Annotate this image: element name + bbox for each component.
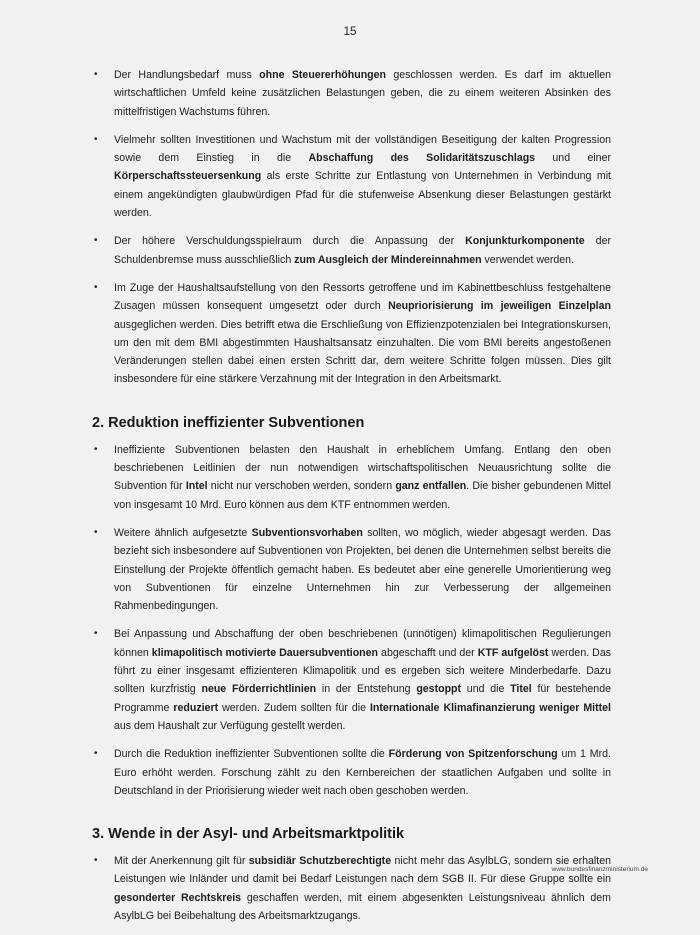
text: Durch die Reduktion ineffizienter Subventionen sollte die xyxy=(114,748,389,761)
bold-text: Förderung von Spitzenforschung xyxy=(388,748,558,761)
section2-heading: 2. Reduktion ineffizienter Subventionen xyxy=(92,414,365,431)
bold-text: ohne Steuererhöhungen xyxy=(259,69,387,81)
text: Vielmehr sollten Investitionen und Wachstum mit der vollständigen Beseitigung der kalten Progression sowie dem Einstieg in die xyxy=(114,133,611,165)
bold-text: Neupriorisierung im jeweiligen Einzelplan xyxy=(388,300,611,313)
text: um 1 Mrd. Euro erhöht werden. Forschung zählt zu den Kernbereichen der staatlichen Aufgaben und sollte in Deutschland in der Priorisierung wieder weit nach oben geschoben werden. xyxy=(114,748,611,797)
text: nicht nur verschoben werden, sondern xyxy=(207,480,396,493)
bold-text: Subventionsvorhaben xyxy=(251,526,363,539)
bold-text: subsidiär Schutzberechtigte xyxy=(248,855,392,868)
bold-text: Körperschaftssteuersenkung xyxy=(114,170,262,183)
text: ausgeglichen werden. Dies betrifft etwa die Erschließung von Effizienzpotenzialen bei Integrationskursen, um den mit dem BMI abgestimmten Haushaltsansatz einzuhalten. Die vom BMI bereits angestoßenen Veränderungen stellen dabei einen ersten Schritt dar, dem weitere Schritte folgen müssen. Dies gilt insbesondere für eine stärkere Verzahnung mit der Integration in den Arbeitsmarkt. xyxy=(114,318,611,386)
text: Bei Anpassung und Abschaffung der oben beschriebenen (unnötigen) klimapolitischen Regulierungen können xyxy=(114,628,611,659)
bullet-icon: • xyxy=(94,526,98,538)
bullet-icon: • xyxy=(94,133,98,145)
bullet-icon: • xyxy=(94,748,98,760)
bold-text: KTF aufgelöst xyxy=(477,646,549,659)
bold-text: gesonderter Rechtskreis xyxy=(114,891,242,904)
bullet-icon: • xyxy=(94,69,98,80)
bold-text: Intel xyxy=(185,480,208,493)
bold-text: Titel xyxy=(510,683,532,696)
bold-text: klimapolitisch motivierte Dauersubventionen xyxy=(151,646,379,659)
text: geschlossen werden. Es darf im aktuellen wirtschaftlichen Umfeld keine zusätzlichen Belastungen geben, die zu einem weiteren Absinken des mittelfristigen Wachstums führen. xyxy=(114,69,611,118)
section1-list xyxy=(96,66,611,389)
bold-text: zum Ausgleich der Mindereinnahmen xyxy=(294,253,482,266)
text: nicht mehr das AsylbLG, sondern sie erhalten Leistungen wie Inländer und damit bei Bedarf Leistungen nach dem SGB II. Für diese Gruppe sollte ein xyxy=(114,855,611,886)
text: Im Zuge der Haushaltsaufstellung von den Ressorts getroffene und im Kabinettbeschluss festgehaltene Zusagen müssen konsequent umgesetzt oder durch xyxy=(114,281,611,313)
bullet-item xyxy=(96,625,611,735)
text: . Die bisher gebundenen Mittel von insgesamt 10 Mrd. Euro können aus dem KTF entnommen werden. xyxy=(114,480,611,511)
bullet-item xyxy=(96,441,611,514)
bold-text: Konjunkturkomponente xyxy=(465,235,585,248)
text: in der Entstehung xyxy=(316,683,417,696)
bullet-item xyxy=(96,852,611,925)
bold-text: Abschaffung des Solidaritätszuschlags xyxy=(308,152,536,165)
bullet-item xyxy=(96,232,611,269)
text: abgeschafft und der xyxy=(378,646,478,659)
text: der Schuldenbremse muss ausschließlich xyxy=(114,235,611,266)
text: aus dem Haushalt zur Verfügung gestellt werden. xyxy=(114,719,346,732)
bullet-icon: • xyxy=(94,235,98,247)
text: werden. Zudem sollten für die xyxy=(218,701,370,714)
text: und einer xyxy=(535,152,611,165)
bullet-icon: • xyxy=(94,281,98,293)
section2-list xyxy=(96,441,611,800)
document-body xyxy=(92,66,612,935)
text: Der höhere Verschuldungsspielraum durch die Anpassung der xyxy=(114,235,466,248)
bold-text: reduziert xyxy=(173,701,219,714)
section3-list xyxy=(96,852,611,925)
bullet-icon: • xyxy=(94,443,98,455)
bullet-item xyxy=(96,279,611,389)
text: Weitere ähnlich aufgesetzte xyxy=(114,526,252,539)
text: sollten, wo möglich, wieder abgesagt werden. Das bezieht sich insbesondere auf Subventionen von Projekten, bei denen die Unternehmen selbst bereits die Einstellung der Projekte öffentlich gemacht haben. Es bedeutet aber eine generelle Umorientierung weg von Subventionen für einzelne Unternehmen hin zur Verbesserung der allgemeinen Rahmenbedingungen. xyxy=(114,526,612,613)
bullet-icon: • xyxy=(94,628,98,640)
text: Der Handlungsbedarf muss xyxy=(114,69,260,81)
text: für bestehende Programme xyxy=(114,683,611,714)
text: werden. Das führt zu einer insgesamt effizienteren Klimapolitik und es ergeben sich weitere Minderbedarfe. Dazu sollten kurzfristig xyxy=(114,646,612,696)
text: verwendet werden. xyxy=(481,253,575,266)
footer-url: www.bundesfinanzministerium.de xyxy=(551,866,648,873)
bullet-item xyxy=(96,131,611,222)
text: und die xyxy=(461,683,511,696)
text: geschaffen werden, mit einem abgesenkten Leistungsniveau ähnlich dem AsylbLG bei Beibehaltung des Arbeitsmarktzugangs. xyxy=(114,891,611,922)
bold-text: Internationale Klimafinanzierung weniger Mittel xyxy=(369,701,611,714)
text: als erste Schritte zur Entlastung von Unternehmen in Verbindung mit einem angekündigten glaubwürdigen Pfad für die stufenweise Absenkung dieser Belastungen gestärkt werden. xyxy=(114,170,611,220)
page-number: 15 xyxy=(343,26,357,38)
text: Ineffiziente Subventionen belasten den Haushalt in erheblichem Umfang. Entlang den oben beschriebenen Leitlinien der nun notwendigen wirtschaftspolitischen Neuausrichtung sollte die Subvention für xyxy=(114,443,611,493)
section3-heading: 3. Wende in der Asyl- und Arbeitsmarktpolitik xyxy=(92,826,405,843)
bold-text: gestoppt xyxy=(416,683,462,696)
bullet-item xyxy=(96,66,611,121)
text: Mit der Anerkennung gilt für xyxy=(114,855,249,868)
bullet-item xyxy=(96,745,611,800)
bullet-item xyxy=(96,524,611,615)
bullet-icon: • xyxy=(94,855,98,867)
bold-text: ganz entfallen xyxy=(395,480,467,493)
bold-text: neue Förderrichtlinien xyxy=(201,683,317,696)
